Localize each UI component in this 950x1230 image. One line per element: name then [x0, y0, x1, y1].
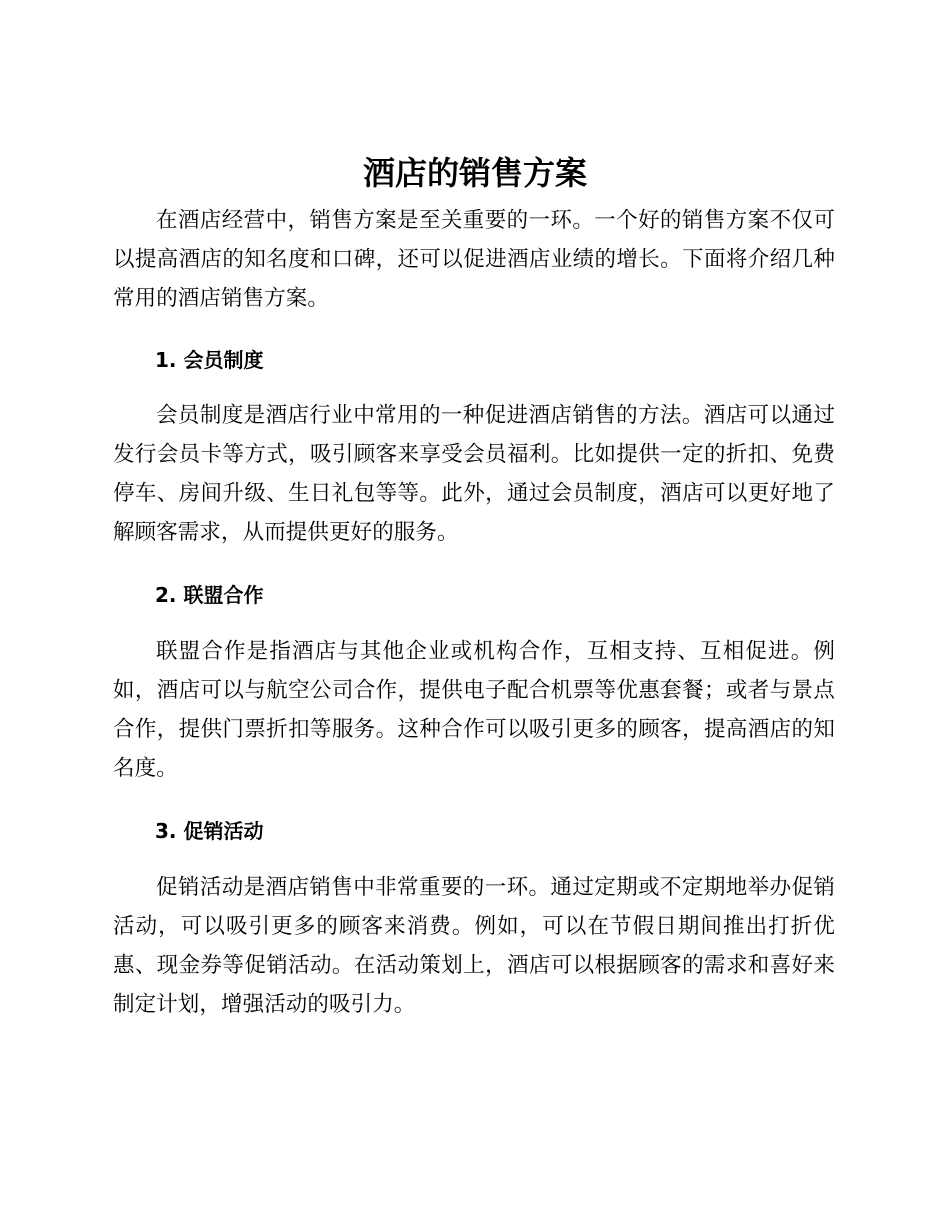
section-heading-promotion: 3. 促销活动 — [155, 819, 264, 843]
document-title: 酒店的销售方案 — [362, 154, 587, 192]
section-body-membership: 会员制度是酒店行业中常用的一种促进酒店销售的方法。酒店可以通过发行会员卡等方式，吸引顾客来享受会员福利。比如提供一定的折扣、免费停车、房间升级、生日礼包等等。此外，通过会员制度，酒店可以更好地了解顾客需求，从而提供更好的服务。 — [113, 403, 835, 545]
section-body-promotion: 促销活动是酒店销售中非常重要的一环。通过定期或不定期地举办促销活动，可以吸引更多的顾客来消费。例如，可以在节假日期间推出打折优惠、现金券等促销活动。在活动策划上，酒店可以根据顾客的需求和喜好来制定计划，增强活动的吸引力。 — [113, 875, 835, 1017]
section-heading-alliance: 2. 联盟合作 — [155, 583, 264, 607]
section-heading-membership: 1. 会员制度 — [155, 348, 264, 372]
section-body-alliance: 联盟合作是指酒店与其他企业或机构合作，互相支持、互相促进。例如，酒店可以与航空公司合作，提供电子配合机票等优惠套餐；或者与景点合作，提供门票折扣等服务。这种合作可以吸引更多的顾客，提高酒店的知名度。 — [113, 639, 835, 781]
intro-paragraph: 在酒店经营中，销售方案是至关重要的一环。一个好的销售方案不仅可以提高酒店的知名度和口碑，还可以促进酒店业绩的增长。下面将介绍几种常用的酒店销售方案。 — [113, 208, 835, 311]
